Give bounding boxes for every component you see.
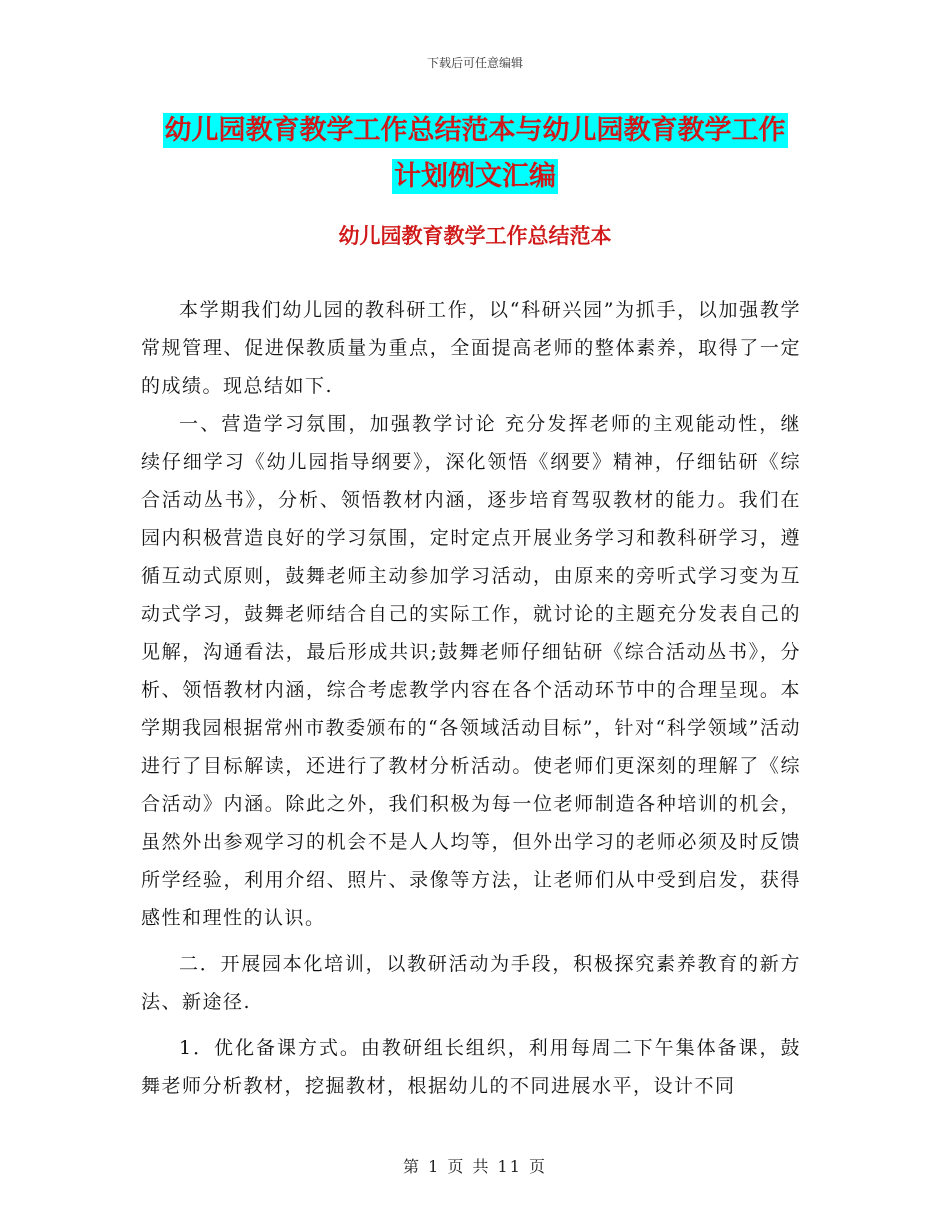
paragraph: 1．优化备课方式。由教研组长组织，利用每周二下午集体备课，鼓舞老师分析教材，挖掘教材，根据幼儿的不同进展水平，设计不同 bbox=[141, 1037, 801, 1097]
document-title-line-2: 计划例文汇编 bbox=[394, 161, 556, 192]
paragraph: 本学期我们幼儿园的教科研工作，以“科研兴园”为抓手，以加强教学常规管理、促进保教质量为重点，全面提高老师的整体素养，取得了一定的成绩。现总结如下. bbox=[141, 299, 801, 397]
document-title bbox=[140, 108, 810, 200]
section-heading: 幼儿园教育教学工作总结范本 bbox=[338, 224, 612, 248]
page-header-note: 下载后可任意编辑 bbox=[426, 56, 523, 70]
paragraph: 二．开展园本化培训，以教研活动为手段，积极探究素养教育的新方法、新途径. bbox=[141, 953, 801, 1013]
document-body bbox=[141, 291, 801, 1105]
page-number-footer: 第 1 页 共 11 页 bbox=[403, 1157, 547, 1176]
paragraph: 一、营造学习氛围，加强教学讨论 充分发挥老师的主观能动性，继续仔细学习《幼儿园指导纲要》，深化领悟《纲要》精神，仔细钻研《综合活动丛书》，分析、领悟教材内涵，逐步培育驾驭教材的能力。我们在园内积极营造良好的学习氛围，定时定点开展业务学习和教科研学习，遵循互动式原则，鼓舞老师主动参加学习活动，由原来的旁听式学习变为互动式学习，鼓舞老师结合自己的实际工作，就讨论的主题充分发表自己的见解，沟通看法，最后形成共识;鼓舞老师仔细钻研《综合活动丛书》，分析、领悟教材内涵，综合考虑教学内容在各个活动环节中的合理呈现。本学期我园根据常州市教委颁布的“各领域活动目标”，针对“科学领域”活动进行了目标解读，还进行了教材分析活动。使老师们更深刻的理解了《综合活动》内涵。除此之外，我们积极为每一位老师制造各种培训的机会，虽然外出参观学习的机会不是人人均等，但外出学习的老师必须及时反馈所学经验，利用介绍、照片、录像等方法，让老师们从中受到启发，获得感性和理性的认识。 bbox=[141, 413, 801, 929]
document-title-line-1: 幼儿园教育教学工作总结范本与幼儿园教育教学工作 bbox=[164, 115, 786, 146]
